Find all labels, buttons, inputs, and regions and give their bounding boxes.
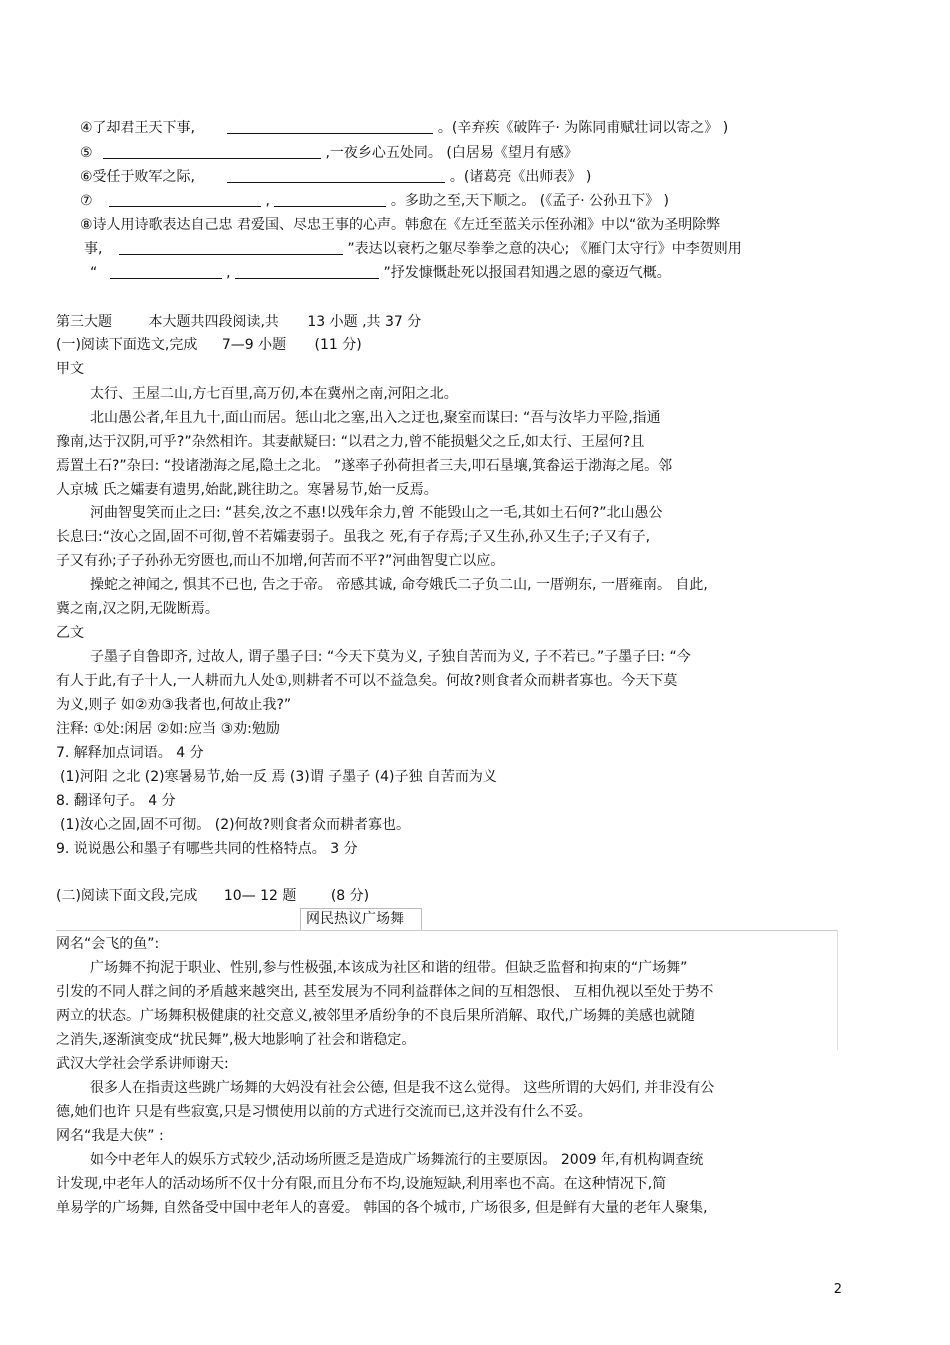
section-heading-a: 第三大题: [56, 314, 112, 330]
part1-heading-b: 7—9 小题: [221, 337, 287, 353]
answer-blank[interactable]: [227, 168, 445, 183]
answer-blank[interactable]: [109, 192, 261, 207]
fill-q8-line3-suffix: ”抒发慷慨赴死以报国君知遇之恩的豪迈气概。: [383, 265, 671, 281]
section-heading: [56, 312, 421, 332]
jia-line: 操蛇之神闻之, 惧其不已也, 告之于帝。 帝感其诚, 命夸娥氏二子负二山, 一厝朔东, 一厝雍南。 自此,: [90, 577, 708, 593]
fill-q5-suffix: ,一夜乡心五处同。 (白居易《望月有感》: [325, 145, 578, 161]
fill-q4-suffix: 。(辛弃疾《破阵子· 为陈同甫赋壮词以寄之》 ): [437, 120, 729, 136]
answer-blank[interactable]: [274, 192, 386, 207]
jia-line: 长息曰:“汝心之固,固不可彻,曾不若孀妻弱子。虽我之 死,有子存焉;子又生孙,孙又生子;子又有子,: [56, 529, 651, 545]
answer-blank[interactable]: [110, 264, 222, 279]
part2-heading-a: (二)阅读下面文段,完成: [56, 888, 198, 904]
jia-line: 北山愚公者,年且九十,面山而居。惩山北之塞,出入之迂也,聚室而谋曰: “吾与汝毕力平险,指通: [90, 410, 661, 426]
fill-q8-line1: ⑧诗人用诗歌表达自己忠 君爱国、尽忠王事的心声。韩愈在《左迁至蓝关示侄孙湘》中以“欲为圣明除弊: [80, 217, 721, 233]
fill-q8-line2: [84, 239, 742, 259]
fill-q8-line3-prefix: “: [90, 265, 98, 281]
section-heading-b: 本大题共四段阅读,共: [148, 314, 279, 330]
fill-q7-suffix: 。多助之至,天下顺之。 (《孟子· 公孙丑下》 ): [390, 193, 670, 209]
part2-heading-c: (8 分): [330, 888, 370, 904]
part2-heading: [56, 886, 369, 906]
part2-heading-b: 10— 12 题: [223, 888, 297, 904]
jia-line: 冀之南,汉之阴,无陇断焉。: [56, 601, 219, 617]
yi-line: 子墨子自鲁即齐, 过故人, 谓子墨子曰: “今天下莫为义, 子独自苦而为义, 子不若已。”子墨子曰: “今: [90, 649, 691, 665]
section-heading-c: 13 小题 ,共 37 分: [307, 314, 422, 330]
fill-q6-prefix: ⑥受任于败军之际,: [80, 169, 196, 185]
question-7-title: 7. 解释加点词语。 4 分: [56, 745, 204, 761]
article-line: 之消失,逐渐演变成“扰民舞”,极大地影响了社会和谐稳定。: [56, 1032, 416, 1048]
fill-q4-prefix: ④了却君王天下事,: [80, 120, 196, 136]
fill-q8-prefix: 事,: [84, 241, 103, 257]
part1-heading-c: (11 分): [314, 337, 362, 353]
jia-line: 豫南,达于汉阴,可乎?”杂然相许。其妻献疑曰: “以君之力,曾不能损魁父之丘,如太行、王屋何?且: [56, 434, 645, 450]
jia-line: 焉置土石?”杂曰: “投诸渤海之尾,隐土之北。 ”遂率子孙荷担者三夫,叩石垦壤,箕畚运于渤海之尾。邻: [56, 458, 673, 474]
question-9-title: 9. 说说愚公和墨子有哪些共同的性格特点。 3 分: [56, 841, 358, 857]
fill-q4: [80, 118, 728, 138]
answer-blank[interactable]: [103, 144, 321, 159]
fill-q5: [80, 143, 578, 163]
article-line: 德,她们也许 只是有些寂寞,只是习惯使用以前的方式进行交流而已,这并没有什么不妥。: [56, 1104, 592, 1120]
speaker-label: 网名“我是大侠” :: [56, 1128, 164, 1144]
article-rule: [56, 930, 838, 931]
article-line: 两立的状态。广场舞积极健康的社交意义,被邻里矛盾纷争的不良后果所消解、取代,广场舞的美感也就随: [56, 1008, 695, 1024]
fill-q7: [80, 191, 669, 211]
answer-blank[interactable]: [235, 264, 379, 279]
article-line: 广场舞不拘泥于职业、性别,参与性极强,本该成为社区和谐的纽带。但缺乏监督和拘束的“广场舞”: [90, 960, 688, 976]
fill-q8-line3-mid: ,: [226, 265, 231, 281]
speaker-label: 武汉大学社会学系讲师谢天:: [56, 1056, 229, 1072]
speaker-label: 网名“会飞的鱼”:: [56, 936, 160, 952]
fill-q7-mid: ,: [265, 193, 270, 209]
fill-q7-prefix: ⑦: [80, 193, 93, 209]
article-title: 网民热议广场舞: [306, 911, 404, 927]
yi-line: 有人于此,有子十人,一人耕而九人处①,则耕者不可以不益急矣。何故?则食者众而耕者寡也。今天下莫: [56, 673, 678, 689]
question-7-items: (1)河阳 之北 (2)寒暑易节,始一反 焉 (3)谓 子墨子 (4)子独 自苦而为义: [60, 769, 497, 785]
page-number: 2: [833, 1282, 842, 1297]
fill-q8-line3: [90, 263, 671, 283]
answer-blank[interactable]: [227, 119, 433, 134]
article-border: [837, 930, 838, 1050]
article-line: 引发的不同人群之间的矛盾越来越突出, 甚至发展为不同利益群体之间的互相怨恨、 互相仇视以至处于势不: [56, 984, 714, 1000]
fill-q6: [80, 167, 591, 187]
part1-heading: [56, 335, 362, 355]
question-8-items: (1)汝心之固,固不可彻。 (2)何故?则食者众而耕者寡也。: [60, 817, 410, 833]
article-line: 很多人在指责这些跳广场舞的大妈没有社会公德, 但是我不这么觉得。 这些所谓的大妈们, 并非没有公: [90, 1080, 715, 1096]
jia-line: 太行、王屋二山,方七百里,高万仞,本在冀州之南,河阳之北。: [90, 386, 458, 402]
annotation-notes: 注释: ①处:闲居 ②如:应当 ③劝:勉励: [56, 721, 280, 737]
jia-line: 子又有孙;子子孙孙无穷匮也,而山不加增,何苦而不平?”河曲智叟亡以应。: [56, 553, 505, 569]
part1-heading-a: (一)阅读下面选文,完成: [56, 337, 198, 353]
yi-label: 乙文: [56, 625, 84, 641]
fill-q6-suffix: 。(诸葛亮《出师表》 ): [449, 169, 592, 185]
jia-line: 人京城 氏之孀妻有遗男,始龀,跳往助之。寒暑易节,始一反焉。: [56, 482, 438, 498]
answer-blank[interactable]: [119, 240, 343, 255]
question-8-title: 8. 翻译句子。 4 分: [56, 793, 176, 809]
fill-q8-line2-suffix: ”表达以衰朽之躯尽拳拳之意的决心; 《雁门太守行》中李贺则用: [347, 241, 742, 257]
article-line: 单易学的广场舞, 自然备受中国中老年人的喜爱。 韩国的各个城市, 广场很多, 但是鲜有大量的老年人聚集,: [56, 1200, 708, 1216]
article-line: 如今中老年人的娱乐方式较少,活动场所匮乏是造成广场舞流行的主要原因。 2009 年,有机构调查统: [90, 1152, 704, 1168]
jia-label: 甲文: [56, 361, 84, 377]
fill-q5-prefix: ⑤: [80, 145, 93, 161]
yi-line: 为义,则子 如②劝③我者也,何故止我?”: [56, 697, 292, 713]
jia-line: 河曲智叟笑而止之曰: “甚矣,汝之不惠!以残年余力,曾 不能毁山之一毛,其如土石何?”北山愚公: [90, 505, 663, 521]
article-line: 计发现,中老年人的活动场所不仅十分有限,而且分布不均,设施短缺,利用率也不高。在这种情况下,简: [56, 1176, 667, 1192]
